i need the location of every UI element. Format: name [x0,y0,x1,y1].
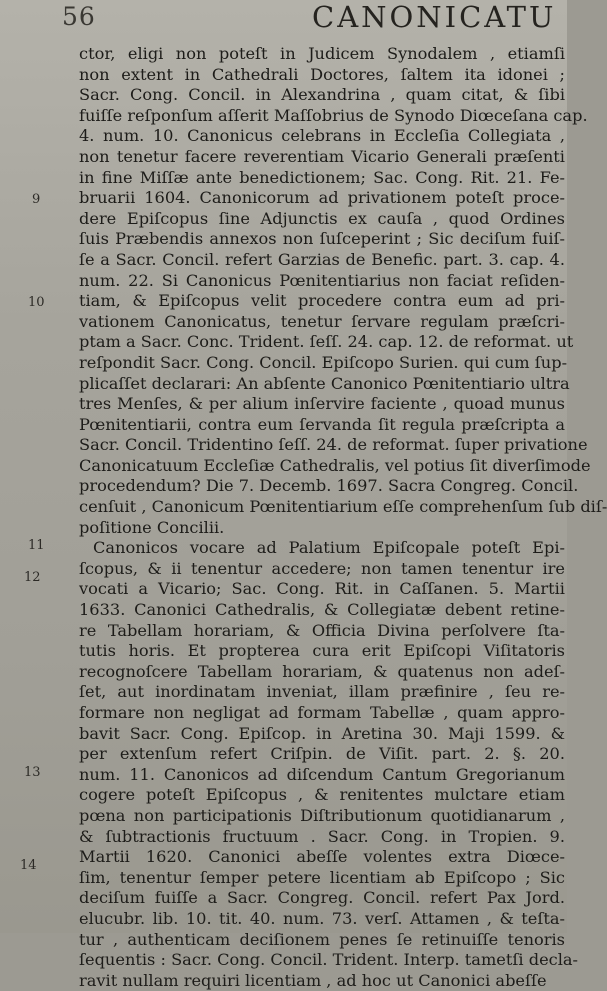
margin-number: 11 [28,538,45,553]
margin-number: 13 [24,765,41,780]
text-line: recognoſcere Tabellam horariam, & quatenus non adeſ- [79,661,565,681]
text-line: vationem Canonicatus, tenetur ſervare regulam præſcri- [79,311,565,331]
text-line: tutis horis. Et propterea cura erit Epiſcopi Viſitatoris [79,641,565,661]
text-line: Sacr. Concil. Tridentino ſeſſ. 24. de reformat. ſuper privatione [79,435,588,455]
text-line: cenſuit , Canonicum Pœnitentiarium eſſe comprehenſum ſub diſ- [79,497,607,517]
text-line: num. 22. Si Canonicus Pœnitentiarius non faciat reſiden- [79,270,565,290]
text-line: ravit nullam requiri licentiam , ad hoc ut Canonici abeſſe [79,970,547,990]
text-line: fuiſſe reſponſum aſſerit Maſſobrius de Synodo Diœceſana cap. [79,105,588,125]
text-line: formare non negligat ad formam Tabellæ , quam appro- [79,703,565,722]
text-line: Sacr. Cong. Concil. in Alexandrina , quam citat, & ſibi [79,85,565,105]
text-line: re Tabellam horariam, & Officia Divina perſolvere ſta- [79,620,565,640]
text-line: ctor, eligi non poteſt in Judicem Synodalem , etiamſi [79,44,565,63]
text-line: vocati a Vicario; Sac. Cong. Rit. in Caſſanen. 5. Martii [79,579,565,599]
text-line: procedendum? Die 7. Decemb. 1697. Sacra Congreg. Concil. [79,476,579,496]
text-line: reſpondit Sacr. Cong. Concil. Epiſcopo Surien. qui cum ſup- [79,352,568,372]
running-title: CANONICATU [312,0,557,34]
margin-number: 10 [28,295,45,310]
text-line: Pœnitentiarii, contra eum ſervanda ſit regula præſcripta a [79,414,565,434]
text-line: cogere poteſt Epiſcopus , & renitentes mulctare etiam [79,785,565,805]
text-line: tiam, & Epiſcopus velit procedere contra eum ad pri- [79,291,565,311]
text-line: 1633. Canonici Cathedralis, & Collegiatæ debent retine- [79,600,565,620]
text-line: ſim, tenentur ſemper petere licentiam ab Epiſcopo ; Sic [79,867,565,887]
text-line: num. 11. Canonicos ad diſcendum Cantum Gregorianum [79,764,565,784]
text-line: elucubr. lib. 10. tit. 40. num. 73. verſ. Attamen , & teſta- [79,908,565,928]
text-line: ſe a Sacr. Concil. refert Garzias de Benefic. part. 3. cap. 4. [79,249,565,269]
text-body [79,44,607,991]
text-line: ſet, aut inordinatam inveniat, illam præfinire , ſeu re- [79,682,565,702]
text-line: non tenetur facere reverentiam Vicario Generali præſenti [79,146,565,166]
text-line: 4. num. 10. Canonicus celebrans in Eccleſia Collegiata , [79,126,565,146]
text-line: in fine Miſſæ ante benedictionem; Sac. Cong. Rit. 21. Fe- [79,167,565,187]
text-line: plicaſſet declarari: An abſente Canonico Pœnitentiario ultra [79,373,570,393]
text-line: ptam a Sacr. Conc. Trident. ſeſſ. 24. cap. 12. de reformat. ut [79,332,574,352]
text-line: deciſum fuiſſe a Sacr. Congreg. Concil. refert Pax Jord. [79,888,565,908]
text-line: tres Menſes, & per alium inſervire faciente , quoad munus [79,394,565,414]
page-number: 56 [62,2,96,31]
text-line: pœna non participationis Diſtributionum quotidianarum , [79,805,565,825]
margin-number: 9 [32,192,41,207]
text-line: tur , authenticam deciſionem penes ſe retinuiſſe tenoris [79,929,565,949]
text-line: non extent in Cathedrali Doctores, ſaltem ita idonei ; [79,64,565,84]
text-line: Canonicatuum Eccleſiæ Cathedralis, vel potius ſit diverſimode [79,455,591,475]
margin-number: 14 [20,858,37,873]
text-line: dere Epiſcopus ſine Adjunctis ex cauſa , quod Ordines [79,208,565,228]
margin-number: 12 [24,570,41,585]
text-line: bruarii 1604. Canonicorum ad privationem poteſt proce- [79,188,565,208]
text-line: ſequentis : Sacr. Cong. Concil. Trident. Interp. tametſi decla- [79,950,579,970]
text-line: ſuis Præbendis annexos non ſuſceperint ; Sic deciſum fuiſ- [79,229,565,249]
text-line: ſcopus, & ii tenentur accedere; non tamen tenentur ire [79,558,565,578]
text-line: Canonicos vocare ad Palatium Epiſcopale poteſt Epi- [93,538,565,558]
text-line: poſitione Concilii. [79,517,225,537]
text-line: Martii 1620. Canonici abeſſe volentes extra Diœce- [79,847,565,867]
text-line: & ſubtractionis fructuum . Sacr. Cong. in Tropien. 9. [79,826,565,846]
text-line: bavit Sacr. Cong. Epiſcop. in Aretina 30. Maji 1599. & [79,723,565,743]
text-line: per extenſum refert Criſpin. de Viſit. part. 2. §. 20. [79,744,565,764]
